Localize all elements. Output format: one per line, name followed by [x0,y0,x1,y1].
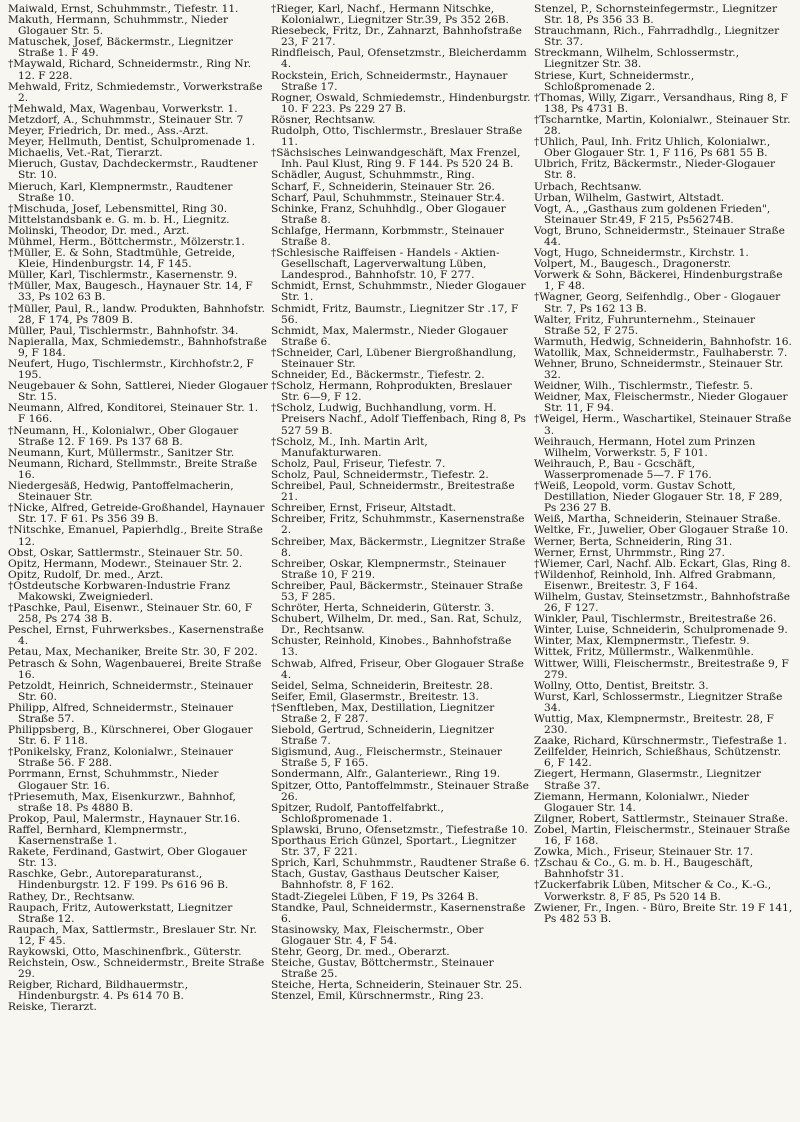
directory-entry: Petrasch & Sohn, Wagenbauerei, Breite Straße 16. [8,657,262,681]
directory-entry: Neumann, Kurt, Müllermstr., Sanitzer Str. [8,446,235,459]
directory-entry: †Müller, Max, Baugesch., Haynauer Str. 14, F 33, Ps 102 63 B. [8,280,253,304]
directory-entry: Ziegert, Hermann, Glasermstr., Liegnitzer Straße 37. [534,768,761,792]
directory-entry: Volpert, M., Baugesch., Dragonerstr. [534,258,731,271]
directory-entry: Mieruch, Gustav, Dachdeckermstr., Raudtener Str. 10. [8,158,258,182]
directory-entry: Meyer, Hellmuth, Dentist, Schulpromenade 1. [8,136,256,149]
directory-entry: Molinski, Theodor, Dr. med., Arzt. [8,224,190,237]
directory-entry: †Zschau & Co., G. m. b. H., Baugeschäft, Bahnhofstr 31. [534,857,754,881]
directory-entry: Vorwerk & Sohn, Bäckerei, Hindenburgstraße 1, F 48. [534,269,783,293]
directory-entry: †Uhlich, Paul, Inh. Fritz Uhlich, Kolonialwr., Ober Glogauer Str. 1, F 116, Ps 681 55 B. [534,136,771,160]
directory-entry: Siebold, Gertrud, Schneiderin, Liegnitzer Straße 7. [271,724,494,748]
directory-entry: †Ostdeutsche Korbwaren-Industrie Franz Makowski, Zweigniederl. [8,579,231,603]
directory-entry: Mittelstandsbank e. G. m. b. H., Liegnitz. [8,213,230,226]
directory-entry: Zeilfelder, Heinrich, Schießhaus, Schützenstr. 6, F 142. [534,746,781,770]
directory-entry: Urban, Wilhelm, Gastwirt, Altstadt. [534,191,725,204]
directory-entry: Ulbrich, Fritz, Bäckermstr., Nieder-Glogauer Str. 8. [534,158,776,182]
directory-entry: Sondermann, Alfr., Galanteriewr., Ring 19. [271,768,501,781]
directory-entry: Seidel, Selma, Schneiderin, Breitestr. 28. [271,679,493,692]
directory-entry: Spitzer, Rudolf, Pantoffelfabrkt., Schloßpromenade 1. [271,801,444,825]
directory-entry: Müller, Karl, Tischlermstr., Kasernenstr. 9. [8,269,238,282]
directory-entry: †Maywald, Richard, Schneidermstr., Ring Nr. 12. F 228. [8,58,251,82]
directory-entry: Spitzer, Otto, Pantoffelmmstr., Steinauer Straße 26. [271,779,529,803]
directory-entry: Meyer, Friedrich, Dr. med., Ass.-Arzt. [8,125,209,138]
directory-entry: Warmuth, Hedwig, Schneiderin, Bahnhofstr. 16. [534,335,792,348]
directory-entry: †Müller, E. & Sohn, Stadtmühle, Getreide, Kleie, Hindenburgstr. 14, F 145. [8,247,236,271]
directory-entry: Schneider, Ed., Bäckermstr., Tiefestr. 2. [271,369,485,382]
directory-entry: Schröter, Herta, Schneiderin, Güterstr. 3. [271,602,495,615]
directory-entry: Stadt-Ziegelei Lüben, F 19, Ps 3264 B. [271,890,479,903]
directory-entry: Zobel, Martin, Fleischermstr., Steinauer Straße 16, F 168. [534,823,791,848]
directory-entry: Winkler, Paul, Tischlermstr., Breitestraße 26. [534,613,777,626]
directory-entry: Raffel, Bernhard, Klempnermstr., Kasernenstraße 1. [8,823,188,848]
directory-entry: Seifer, Emil, Glasermstr., Breitestr. 13. [271,690,479,703]
directory-entry: Rogner, Oswald, Schmiedemstr., Hindenburgstr. 10. F 223. Ps 229 27 B. [271,91,531,115]
directory-entry: Stasinowsky, Max, Fleischermstr., Ober Glogauer Str. 4, F 54. [271,923,484,947]
directory-entry: Michaelis, Vet.-Rat, Tierarzt. [8,147,163,160]
directory-entry: Wehner, Bruno, Schneidermstr., Steinauer Str. 32. [534,358,784,382]
directory-entry: Matuschek, Josef, Bäckermstr., Liegnitzer Straße 1. F 49. [8,36,233,60]
directory-entry: Schreiber, Paul, Bäckermstr., Steinauer Straße 53, F 285. [271,579,523,603]
directory-column-1 [8,4,268,1122]
directory-column-2 [271,4,531,1122]
directory-entry: Urbach, Rechtsanw. [534,180,642,193]
directory-entry: Watollik, Max, Schneidermstr., Faulhaberstr. 7. [534,346,788,359]
directory-entry: Petzoldt, Heinrich, Schneidermstr., Steinauer Str. 60. [8,679,253,703]
directory-entry: †Neumann, H., Kolonialwr., Ober Glogauer Straße 12. F 169. Ps 137 68 B. [8,424,239,448]
directory-entry: Streckmann, Wilhelm, Schlossermstr., Liegnitzer Str. 38. [534,47,740,71]
directory-entry: Schinke, Franz, Schuhhdlg., Ober Glogauer Straße 8. [271,202,506,226]
directory-entry: †Paschke, Paul, Eisenwr., Steinauer Str. 60, F 258, Ps 274 38 B. [8,602,253,626]
directory-entry: Vogt, Bruno, Schneidermstr., Steinauer Straße 44. [534,224,785,248]
directory-entry: Rockstein, Erich, Schneidermstr., Haynauer Straße 17. [271,69,508,93]
directory-entry: Sporthaus Erich Günzel, Sportart., Liegnitzer Str. 37, F 221. [271,835,517,859]
directory-entry: Raupach, Fritz, Autowerkstatt, Liegnitzer Straße 12. [8,901,233,925]
directory-entry: Schwab, Alfred, Friseur, Ober Glogauer Straße 4. [271,657,524,681]
directory-entry: Reiske, Tierarzt. [8,1001,97,1014]
directory-entry: Maiwald, Ernst, Schuhmmstr., Tiefestr. 11. [8,4,239,15]
directory-entry: Rathey, Dr., Rechtsanw. [8,890,135,903]
directory-entry: Schuster, Reinhold, Kinobes., Bahnhofstraße 13. [271,635,512,659]
directory-entry: †Mischuda, Josef, Lebensmittel, Ring 30. [8,202,228,215]
directory-entry: Weihrauch, P., Bau - Gcschäft, Wasserpromenade 5—7. F 176. [534,457,712,481]
directory-entry: Riesebeck, Fritz, Dr., Zahnarzt, Bahnhofstraße 23, F 217. [271,25,522,49]
directory-entry: Weihrauch, Hermann, Hotel zum Prinzen Wilhelm, Vorwerkstr. 5, F 101. [534,435,756,459]
directory-entry: Schreibel, Paul, Schneidermstr., Breitestraße 21. [271,480,515,504]
directory-entry: †Senftleben, Max, Destillation, Liegnitzer Straße 2, F 287. [271,701,495,725]
directory-entry: Sprich, Karl, Schuhmmstr., Raudtener Straße 6. [271,857,530,870]
directory-entry: Steiche, Herta, Schneiderin, Steinauer Str. 25. [271,979,523,992]
directory-entry: †Schneider, Carl, Lübener Biergroßhandlung, Steinauer Str. [271,346,517,370]
directory-entry: Rindfleisch, Paul, Ofensetzmstr., Bleicherdamm 4. [271,47,527,71]
directory-entry: Philipp, Alfred, Schneidermstr., Steinauer Straße 57. [8,701,234,725]
directory-entry: Neufert, Hugo, Tischlermstr., Kirchhofstr.2, F 195. [8,358,254,382]
directory-entry: Wuttig, Max, Klempnermstr., Breitestr. 28, F 230. [534,713,774,737]
directory-entry: †Ponikelsky, Franz, Kolonialwr., Steinauer Straße 56. F 288. [8,746,233,770]
directory-entry: Zowka, Mich., Friseur, Steinauer Str. 17. [534,846,754,859]
directory-entry: Scholz, Paul, Friseur, Tiefestr. 7. [271,457,446,470]
directory-entry: Rudolph, Otto, Tischlermstr., Breslauer Straße 11. [271,125,523,149]
directory-entry: Schubert, Wilhelm, Dr. med., San. Rat, Schulz, Dr., Rechtsanw. [271,613,522,637]
directory-entry: Mehwald, Fritz, Schmiedemstr., Vorwerkstraße 2. [8,80,263,104]
directory-entry: Prokop, Paul, Malermstr., Haynauer Str.16. [8,812,241,825]
directory-entry: Mühmel, Herm., Böttchermstr., Mölzerstr.1. [8,235,245,248]
directory-entry: Reigber, Richard, Bildhauermstr., Hindenburgstr. 4. Ps 614 70 B. [8,979,189,1003]
directory-entry: Striese, Kurt, Schneidermstr., Schloßpromenade 2. [534,69,695,93]
directory-entry: †Nicke, Alfred, Getreide-Großhandel, Haynauer Str. 17. F 61. Ps 356 39 B. [8,502,265,526]
directory-entry: Porrmann, Ernst, Schuhmmstr., Nieder Glogauer Str. 16. [8,768,219,792]
directory-entry: Rösner, Rechtsanw. [271,113,376,126]
directory-entry: †Wagner, Georg, Seifenhdlg., Ober - Glogauer Str. 7, Ps 162 13 B. [534,291,781,315]
directory-entry: †Weigel, Herm., Waschartikel, Steinauer Straße 3. [534,413,792,437]
directory-entry: Weltke, Fr., Juwelier, Ober Glogauer Straße 10. [534,524,789,537]
directory-entry: Peschel, Ernst, Fuhrwerksbes., Kasernenstraße 4. [8,624,264,648]
directory-entry: †Nitschke, Emanuel, Papierhdlg., Breite Straße 12. [8,524,263,548]
directory-entry: †Scholz, Hermann, Rohprodukten, Breslauer Str. 6—9, F 12. [271,380,512,404]
directory-entry: Neumann, Alfred, Konditorei, Steinauer Str. 1. F 166. [8,402,259,426]
directory-entry: Makuth, Hermann, Schuhmmstr., Nieder Glogauer Str. 5. [8,14,229,38]
directory-entry: Schmidt, Ernst, Schuhmmstr., Nieder Glogauer Str. 1. [271,280,526,304]
directory-entry: Müller, Paul, Tischlermstr., Bahnhofstr. 34. [8,324,239,337]
directory-entry: Scharf, F., Schneiderin, Steinauer Str. 26. [271,180,495,193]
directory-entry: Stehr, Georg, Dr. med., Oberarzt. [271,945,450,958]
directory-entry: Mieruch, Karl, Klempnermstr., Raudtener Straße 10. [8,180,233,204]
directory-entry: Wittek, Fritz, Müllermstr., Walkenmühle. [534,646,754,659]
directory-entry: Opitz, Rudolf, Dr. med., Arzt. [8,568,164,581]
directory-column-3 [534,4,794,1122]
directory-entry: Wollny, Otto, Dentist, Breitstr. 3. [534,679,709,692]
directory-entry: †Priesemuth, Max, Eisenkurzwr., Bahnhof, straße 18. Ps 4880 B. [8,790,236,814]
directory-entry: Zilgner, Robert, Sattlermstr., Steinauer Straße. [534,812,789,825]
directory-entry: Schlafge, Hermann, Korbmmstr., Steinauer Straße 8. [271,224,504,248]
directory-entry: Vogt, Hugo, Schneidermstr., Kirchstr. 1. [534,247,749,260]
directory-entry: Wurst, Karl, Schlossermstr., Liegnitzer Straße 34. [534,690,783,714]
directory-entry: †Scholz, Ludwig, Buchhandlung, vorm. H. Preisers Nachf., Adolf Tieffenbach, Ring 8, Ps 527 59 B. [271,402,526,437]
directory-entry: †Rieger, Karl, Nachf., Hermann Nitschke, Kolonialwr., Liegnitzer Str.39, Ps 352 26B. [271,4,509,27]
directory-entry: †Sächsisches Leinwandgeschäft, Max Frenzel, Inh. Paul Klust, Ring 9. F 144. Ps 520 24 B. [271,147,521,171]
directory-entry: Winter, Max, Klempnermstr., Tiefestr. 9. [534,635,750,648]
directory-entry: Petau, Max, Mechaniker, Breite Str. 30, F 202. [8,646,258,659]
directory-entry: Sigismund, Aug., Fleischermstr., Steinauer Straße 5, F 165. [271,746,502,770]
directory-entry: Reichstein, Osw., Schneidermstr., Breite Straße 29. [8,957,265,981]
directory-entry: Zaake, Richard, Kürschnermstr., Tiefestraße 1. [534,735,787,748]
directory-entry: †Tscharntke, Martin, Kolonialwr., Steinauer Str. 28. [534,113,791,138]
directory-entry: Scharf, Paul, Schuhmmstr., Steinauer Str.4. [271,191,505,204]
directory-entry: Weidner, Wilh., Tischlermstr., Tiefestr. 5. [534,380,754,393]
directory-entry: Napieralla, Max, Schmiedemstr., Bahnhofstraße 9, F 184. [8,335,267,359]
directory-entry: †Weiß, Leopold, vorm. Gustav Schott, Destillation, Nieder Glogauer Str. 18, F 289, Ps 236 27 B. [534,480,783,515]
directory-entry: Niedergesäß, Hedwig, Pantoffelmacherin, Steinauer Str. [8,480,234,504]
directory-entry: Schmidt, Fritz, Baumstr., Liegnitzer Str .17, F 56. [271,302,519,326]
directory-entry: Obst, Oskar, Sattlermstr., Steinauer Str. 50. [8,546,243,559]
directory-entry: Schmidt, Max, Malermstr., Nieder Glogauer Straße 6. [271,324,508,348]
directory-entry: †Schlesische Raiffeisen - Handels - Aktien-Gesellschaft, Lagerverwaltung Lüben, Landesprod., Bahnhofstr. 10, F 277. [271,247,500,282]
directory-entry: Stenzel, P., Schornsteinfegermstr., Liegnitzer Str. 18, Ps 356 33 B. [534,4,778,27]
directory-entry: Strauchmann, Rich., Fahrradhdlg., Liegnitzer Str. 37. [534,25,780,49]
directory-entry: †Zuckerfabrik Lüben, Mitscher & Co., K.-G., Vorwerkstr. 8, F 85, Ps 520 14 B. [534,879,772,903]
directory-entry: Weiß, Martha, Schneiderin, Steinauer Straße. [534,513,781,526]
directory-entry: †Scholz, M., Inh. Martin Arlt, Manufakturwaren. [271,435,428,459]
directory-entry: Zwiener, Fr., Ingen. - Büro, Breite Str. 19 F 141, Ps 482 53 B. [534,901,793,925]
directory-entry: Philippsberg, B., Kürschnerei, Ober Glogauer Str. 6. F 118. [8,724,253,748]
directory-entry: Scholz, Paul, Schneidermstr., Tiefestr. 2. [271,468,489,481]
directory-entry: Schädler, August, Schuhmmstr., Ring. [271,169,475,182]
directory-entry: Ziemann, Hermann, Kolonialwr., Nieder Glogauer Str. 14. [534,790,749,814]
directory-entry: Stach, Gustav, Gasthaus Deutscher Kaiser, Bahnhofstr. 8, F 162. [271,868,500,892]
directory-entry: Splawski, Bruno, Ofensetzmstr., Tiefestraße 10. [271,823,528,836]
directory-entry: Standke, Paul, Schneidermstr., Kasernenstraße 6. [271,901,526,925]
directory-entry: †Mehwald, Max, Wagenbau, Vorwerkstr. 1. [8,102,238,115]
directory-entry: Steiche, Gustav, Böttchermstr., Steinauer Straße 25. [271,957,494,981]
directory-entry: Raschke, Gebr., Autoreparaturanst., Hindenburgstr. 12. F 199. Ps 616 96 B. [8,868,229,892]
directory-entry: †Wildenhof, Reinhold, Inh. Alfred Grabmann, Eisenwr., Breitestr. 3, F 164. [534,568,776,592]
directory-entry: Werner, Berta, Schneiderin, Ring 31. [534,535,733,548]
directory-entry: Stenzel, Emil, Kürschnermstr., Ring 23. [271,990,484,1003]
directory-entry: Neugebauer & Sohn, Sattlerei, Nieder Glogauer Str. 15. [8,380,268,404]
directory-entry: †Thomas, Willy, Zigarr., Versandhaus, Ring 8, F 138, Ps 4731 B. [534,91,788,115]
directory-entry: Neumann, Richard, Stellmmstr., Breite Straße 16. [8,457,258,481]
directory-entry: Metzdorf, A., Schuhmmstr., Steinauer Str. 7 [8,113,244,126]
directory-entry: Raupach, Max, Sattlermstr., Breslauer Str. Nr. 12, F 45. [8,923,257,947]
directory-entry: Winter, Luise, Schneiderin, Schulpromenade 9. [534,624,788,637]
directory-entry: Schreiber, Fritz, Schuhmmstr., Kasernenstraße 2. [271,513,525,537]
directory-entry: Wittwer, Willi, Fleischermstr., Breitestraße 9, F 279. [534,657,789,681]
directory-entry: Rakete, Ferdinand, Gastwirt, Ober Glogauer Str. 13. [8,846,247,870]
directory-entry: Raykowski, Otto, Maschinenfbrk., Güterstr. [8,945,242,958]
directory-entry: Schreiber, Max, Bäckermstr., Liegnitzer Straße 8. [271,535,526,559]
directory-entry: †Müller, Paul, R., landw. Produkten, Bahnhofstr. 28, F 174, Ps 7809 B. [8,302,265,326]
directory-entry: Schreiber, Ernst, Friseur, Altstadt. [271,502,457,515]
directory-entry: Wilhelm, Gustav, Steinsetzmstr., Bahnhofstraße 26, F 127. [534,590,791,615]
directory-entry: Walter, Fritz, Fuhrunternehm., Steinauer Straße 52, F 275. [534,313,756,337]
directory-entry: Weidner, Max, Fleischermstr., Nieder Glogauer Str. 11, F 94. [534,391,788,415]
directory-entry: Vogt, A., „Gasthaus zum goldenen Frieden", Steinauer Str.49, F 215, Ps56274B. [534,202,771,226]
directory-entry: †Wiemer, Carl, Nachf. Alb. Eckart, Glas, Ring 8. [534,557,791,570]
directory-entry: Werner, Ernst, Uhrmmstr., Ring 27. [534,546,725,559]
directory-entry: Schreiber, Oskar, Klempnermstr., Steinauer Straße 10, F 219. [271,557,506,581]
directory-entry: Opitz, Hermann, Modewr., Steinauer Str. 2. [8,557,243,570]
